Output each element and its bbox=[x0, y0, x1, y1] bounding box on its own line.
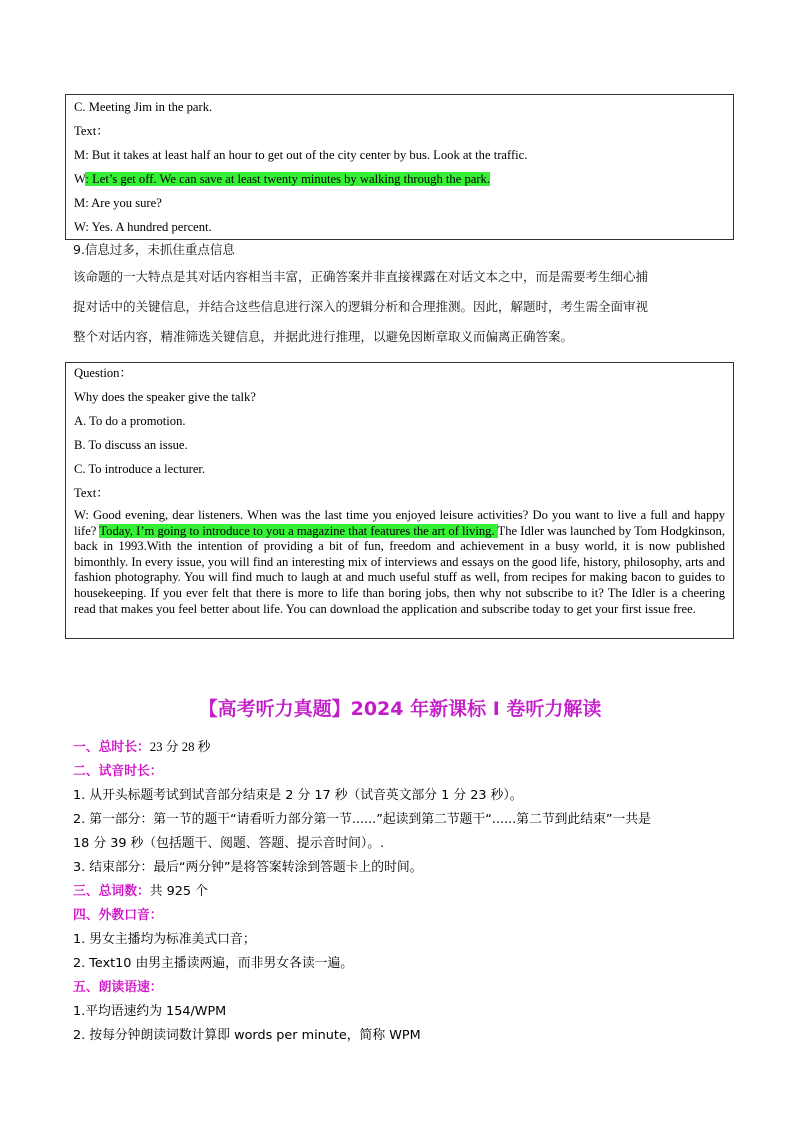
section-9-heading: 9.信息过多，未抓住重点信息 bbox=[73, 242, 235, 257]
question-label: Question： bbox=[74, 366, 133, 380]
dialogue-line-m1: M: But it takes at least half an hour to get out of the city center by bus. Look at the traffic. bbox=[74, 148, 528, 162]
total-words: 三、总词数：共 925 个 bbox=[73, 884, 208, 899]
body-line: 捉对话中的关键信息，并结合这些信息进行深入的逻辑分析和合理推测。因此，解题时，考生需全面审视 bbox=[73, 299, 649, 314]
heading-speed: 五、朗读语速： bbox=[73, 980, 163, 995]
body-line: 该命题的一大特点是其对话内容相当丰富，正确答案并非直接裸露在对话文本之中，而是需要考生细心捕 bbox=[73, 269, 649, 284]
list-item: 2. 按每分钟朗读词数计算即 words per minute，简称 WPM bbox=[73, 1028, 421, 1043]
option-c: C. Meeting Jim in the park. bbox=[74, 100, 213, 114]
dialogue-line-w1: W: Let’s get off. We can save at least twenty minutes by walking through the park. bbox=[74, 172, 490, 186]
dialogue-line-w2: W: Yes. A hundred percent. bbox=[74, 220, 212, 234]
heading: 三、总词数： bbox=[73, 884, 150, 899]
heading: 一、总时长： bbox=[73, 740, 150, 755]
page-title: 【高考听力真题】2024 年新课标 I 卷听力解读 bbox=[198, 698, 602, 720]
question-text: Why does the speaker give the talk? bbox=[74, 390, 256, 404]
list-item: 1. 男女主播均为标准美式口音； bbox=[73, 932, 256, 947]
option-c: C. To introduce a lecturer. bbox=[74, 462, 206, 476]
highlighted-answer: Today, I’m going to introduce to you a magazine that features the art of living. bbox=[99, 523, 498, 538]
passage: W: Good evening, dear listeners. When was the last time you enjoyed leisure activities? Do you want to live a full and happy life? Today, I’m going to introduce to you a magazine that features the art of living. The Idler was launched by Tom Hodgkinson, back in 1993.With the intention of providing a bit of fun, freedom and achievement in a busy world, it is now published bimonthly. In every issue, you will find an interesting mix of interviews and essays on the good life, history, philosophy, arts and fashion photography. You will find much to laugh at and much useful stuff as well, from recipes for making bacon to guides to housekeeping. If you ever felt that there is more to life than boring jobs, then why not subscribe to it? The Idler is a cheering read that makes you feel better about life. You can download the application and subscribe today to get your first issue free. bbox=[74, 508, 725, 616]
heading-accent: 四、外教口音： bbox=[73, 908, 163, 923]
dialogue-line-m2: M: Are you sure? bbox=[74, 196, 162, 210]
option-b: B. To discuss an issue. bbox=[74, 438, 188, 452]
list-item: 2. Text10 由男主播读两遍，而非男女各读一遍。 bbox=[73, 956, 354, 971]
body-line: 整个对话内容，精准筛选关键信息，并据此进行推理，以避免因断章取义而偏离正确答案。 bbox=[73, 329, 574, 344]
text-label: Text： bbox=[74, 486, 109, 500]
list-item: 18 分 39 秒（包括题干、阅题、答题、提示音时间）。. bbox=[73, 836, 385, 851]
list-item: 1.平均语速约为 154/WPM bbox=[73, 1004, 227, 1019]
text-label: Text： bbox=[74, 124, 109, 138]
list-item: 3. 结束部分：最后“两分钟”是将答案转涂到答题卡上的时间。 bbox=[73, 860, 423, 875]
highlighted-answer: : Let’s get off. We can save at least twenty minutes by walking through the park. bbox=[85, 172, 490, 186]
heading-test-audio: 二、试音时长： bbox=[73, 764, 163, 779]
dialogue-box-2 bbox=[65, 362, 734, 639]
list-item: 2. 第一部分：第一节的题干“请看听力部分第一节......”起读到第二节题干“......第二节到此结束”一共是 bbox=[73, 812, 651, 827]
section-9-body bbox=[73, 262, 730, 352]
dialogue-box-1 bbox=[65, 94, 734, 240]
list-item: 1. 从开头标题考试到试音部分结束是 2 分 17 秒（试音英文部分 1 分 23 秒）。 bbox=[73, 788, 523, 803]
option-a: A. To do a promotion. bbox=[74, 414, 186, 428]
total-duration: 一、总时长：23 分 28 秒 bbox=[73, 740, 211, 755]
